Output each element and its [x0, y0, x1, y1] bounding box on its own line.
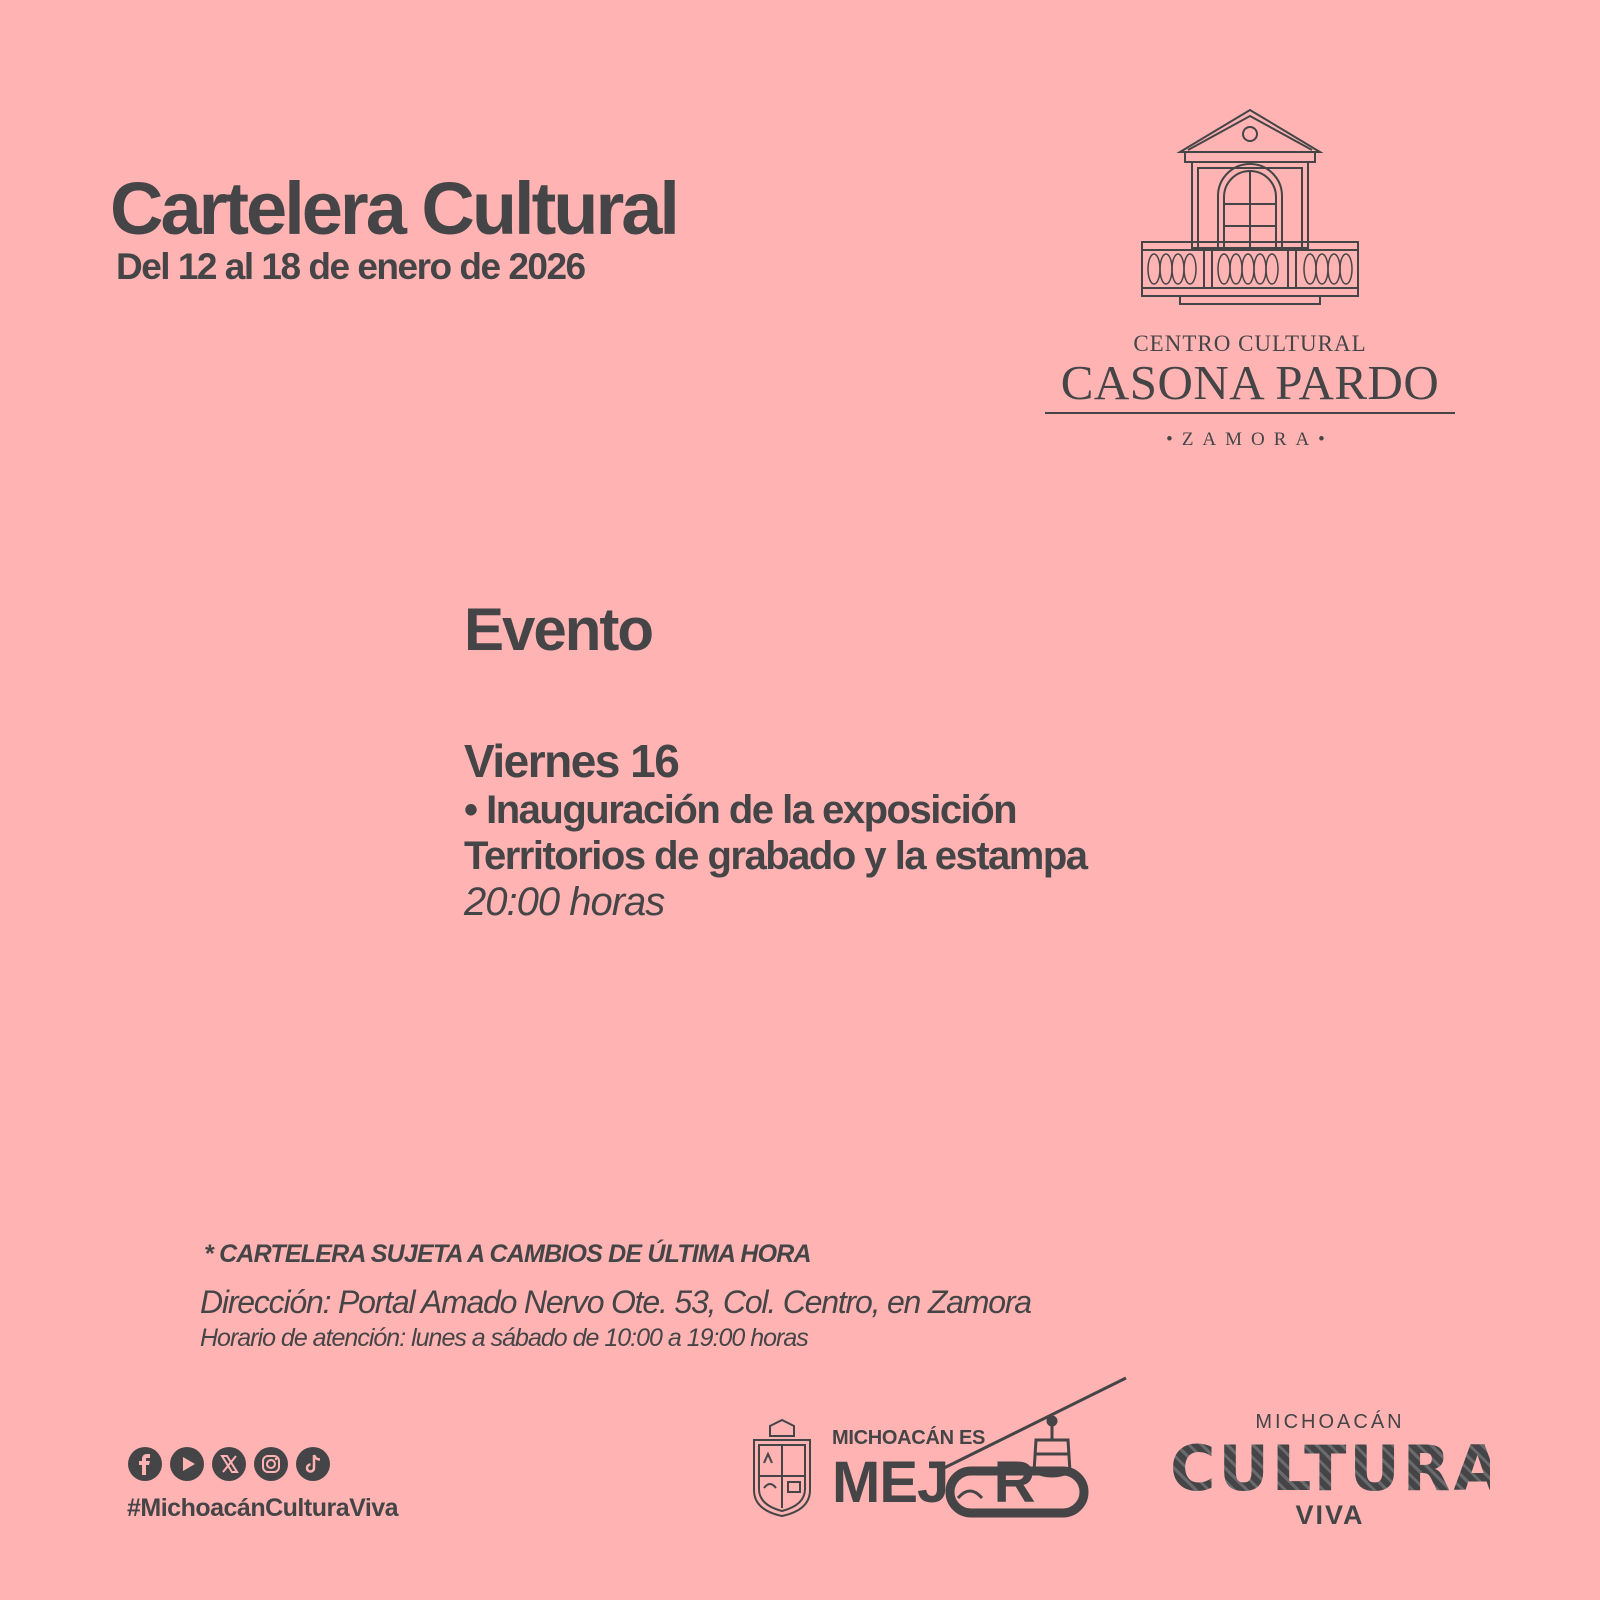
opening-hours: Horario de atención: lunes a sábado de 10:00 a 19:00 horas: [200, 1324, 808, 1352]
gov-logo-line1: MICHOACÁN ES: [832, 1427, 986, 1449]
date-range: Del 12 al 18 de enero de 2026: [116, 246, 585, 287]
section-heading: Evento: [464, 596, 653, 663]
tiktok-icon[interactable]: [296, 1447, 330, 1481]
logo-casona-pardo: CASONA PARDO: [1060, 355, 1440, 410]
page-title: Cartelera Cultural: [110, 167, 677, 250]
youtube-icon[interactable]: [170, 1447, 204, 1481]
culture-logo-line2: CULTURA: [1170, 1432, 1505, 1505]
event-title-line2: Territorios de grabado y la estampa: [464, 834, 1087, 878]
x-icon[interactable]: [212, 1447, 246, 1481]
culture-logo-line1: MICHOACÁN: [1255, 1411, 1405, 1433]
venue-address: Dirección: Portal Amado Nervo Ote. 53, Col. Centro, en Zamora: [200, 1284, 1031, 1320]
event-time: 20:00 horas: [464, 880, 665, 924]
cable-car-icon: [940, 1376, 1130, 1518]
event-item: [464, 735, 1087, 924]
event-day: Viernes 16: [464, 735, 679, 787]
logo-zamora: •ZAMORA•: [1166, 429, 1334, 451]
casona-pardo-logo: [1030, 332, 1470, 449]
michoacan-coat-of-arms-icon: [750, 1418, 814, 1518]
social-icons: [128, 1447, 330, 1481]
hashtag: #MichoacánCulturaViva: [127, 1494, 399, 1522]
casona-building-logo: [1140, 100, 1360, 310]
michoacan-cultura-viva-logo: [1170, 1411, 1505, 1530]
event-title-line1: • Inauguración de la exposición: [464, 788, 1017, 832]
logo-divider: [1045, 412, 1455, 414]
gov-logo-line2: MEJ R: [832, 1450, 1035, 1515]
logo-centro-cultural: CENTRO CULTURAL: [1133, 331, 1367, 356]
facebook-icon[interactable]: [128, 1447, 162, 1481]
instagram-icon[interactable]: [254, 1447, 288, 1481]
disclaimer-note: * CARTELERA SUJETA A CAMBIOS DE ÚLTIMA HORA: [204, 1240, 811, 1268]
culture-logo-line3: VIVA: [1295, 1500, 1365, 1530]
